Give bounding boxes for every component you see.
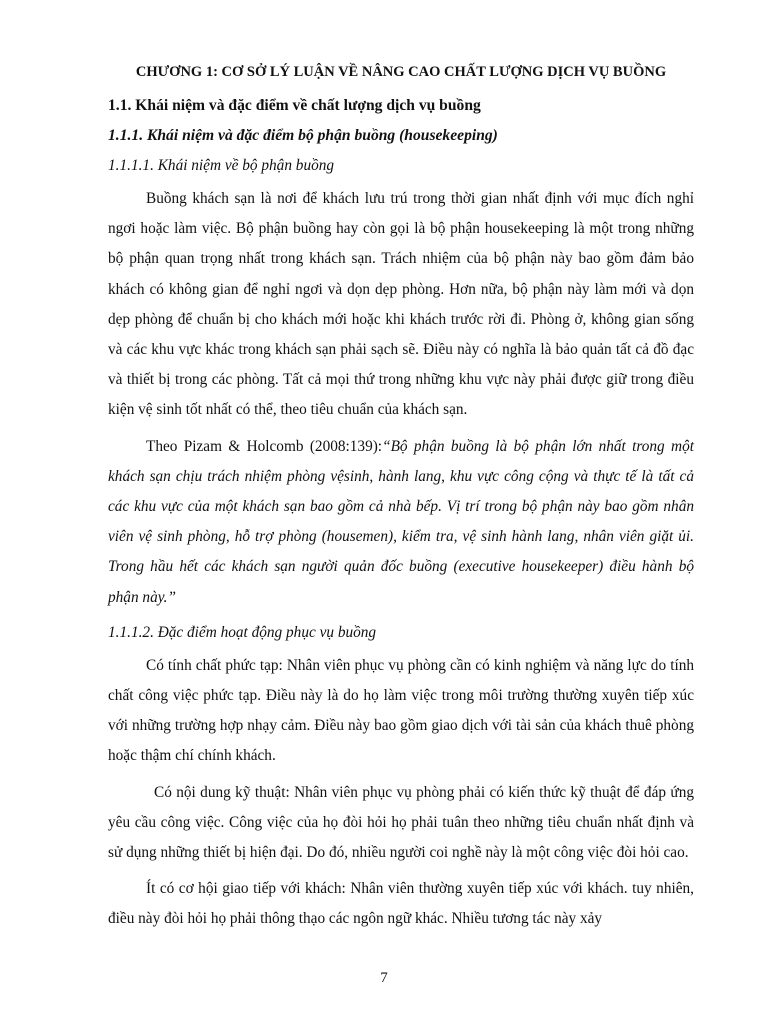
section-heading-1-1: 1.1. Khái niệm và đặc điểm về chất lượng dịch vụ buồng	[108, 97, 481, 114]
section-heading-1-1-1-2: 1.1.1.2. Đặc điểm hoạt động phục vụ buồng	[108, 623, 377, 641]
body-paragraph-3: Có tính chất phức tạp: Nhân viên phục vụ phòng cần có kinh nghiệm và năng lực do tính chất công việc phức tạp. Điều này là do họ làm việc trong môi trường thường xuyên tiếp xúc với những trường hợp nhạy cảm. Điều này bao gồm giao dịch với tài sản của khách thuê phòng hoặc thậm chí chính khách.	[108, 656, 694, 765]
body-paragraph-2	[108, 432, 694, 613]
quotation: “Bộ phận buồng là bộ phận lớn nhất trong một khách sạn chịu trách nhiệm phòng vệsinh, hành lang, khu vực công cộng và thực tế là tất cả các khu vực của một khách sạn bao gồm cả nhà bếp. Vị trí trong bộ phận này bao gồm nhân viên vệ sinh phòng, hỗ trợ phòng (housemen), kiểm tra, vệ sinh hành lang, nhân viên giặt ủi. Trong hầu hết các khách sạn người quản đốc buồng (executive housekeeper) điều hành bộ phận này.”	[108, 437, 694, 606]
body-paragraph-4: Có nội dung kỹ thuật: Nhân viên phục vụ phòng phải có kiến thức kỹ thuật để đáp ứng yêu cầu công việc. Công việc của họ đòi hỏi họ phải tuân theo những tiêu chuẩn nhất định và sử dụng những thiết bị hiện đại. Do đó, nhiều người coi nghề này là một công việc đòi hỏi cao.	[108, 783, 694, 862]
body-paragraph-1: Buồng khách sạn là nơi để khách lưu trú trong thời gian nhất định với mục đích nghỉ ngơi hoặc làm việc. Bộ phận buồng hay còn gọi là bộ phận housekeeping là một trong những bộ phận quan trọng nhất trong khách sạn. Trách nhiệm của bộ phận này bao gồm đảm bảo khách có không gian để nghỉ ngơi và dọn dẹp phòng. Hơn nữa, bộ phận này làm mới và dọn dẹp phòng để chuẩn bị cho khách mới hoặc khi khách trước rời đi. Phòng ở, không gian sống và các khu vực khác trong khách sạn phải sạch sẽ. Điều này có nghĩa là bảo quản tất cả đồ đạc và thiết bị trong các phòng. Tất cả mọi thứ trong những khu vực này phải được giữ trong điều kiện vệ sinh tốt nhất có thể, theo tiêu chuẩn của khách sạn.	[108, 190, 694, 419]
section-heading-1-1-1-1: 1.1.1.1. Khái niệm về bộ phận buồng	[108, 157, 335, 174]
document-page	[108, 58, 694, 941]
page-number: 7	[380, 970, 388, 986]
section-heading-1-1-1: 1.1.1. Khái niệm và đặc điểm bộ phận buồng (housekeeping)	[108, 127, 498, 144]
citation-lead: Theo Pizam & Holcomb (2008:139):	[146, 437, 383, 455]
body-paragraph-5: Ít có cơ hội giao tiếp với khách: Nhân viên thường xuyên tiếp xúc với khách. tuy nhiên, điều này đòi hỏi họ phải thông thạo các ngôn ngữ khác. Nhiều tương tác này xảy	[108, 880, 694, 928]
chapter-title: CHƯƠNG 1: CƠ SỞ LÝ LUẬN VỀ NÂNG CAO CHẤT LƯỢNG DỊCH VỤ BUỒNG	[135, 64, 667, 80]
